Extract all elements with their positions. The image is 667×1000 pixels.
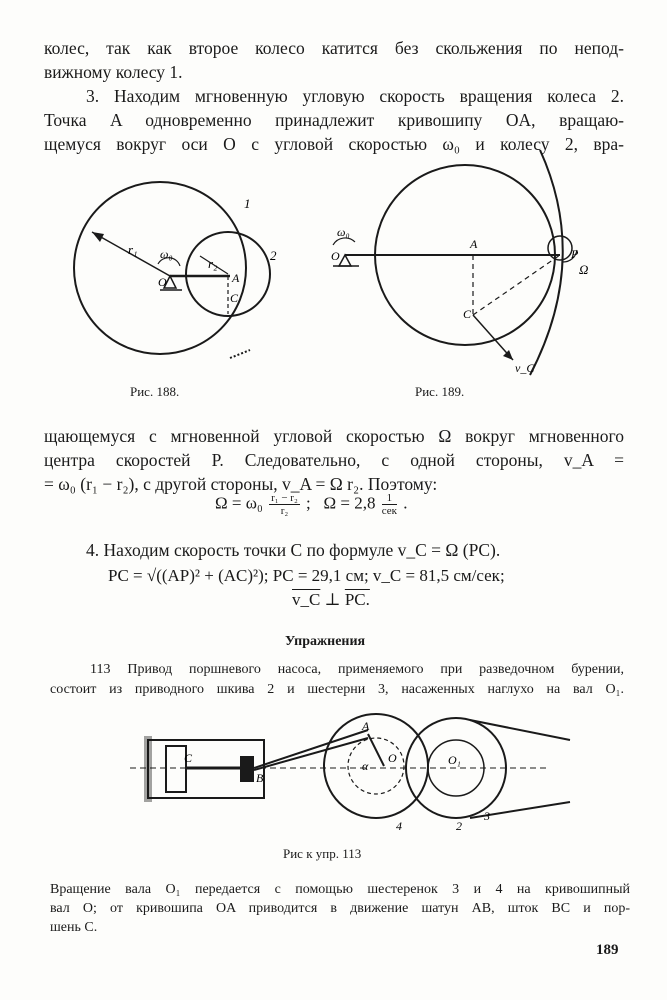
exercises-heading: Упражнения — [285, 634, 366, 649]
label-C: C — [463, 307, 472, 321]
text-line: состоит из приводного шкива 2 и шестерни 3, насаженных наглухо на вал O₁. — [50, 682, 624, 697]
text-line: колес, так как второе колесо катится без скольжения по непод- — [44, 38, 624, 58]
text-line: вал O; от кривошипа OA приводится в движение шатун AB, шток BC и пор- — [50, 901, 630, 916]
label-A: A — [362, 719, 370, 733]
label-r1: r₁ — [128, 242, 138, 257]
formula-pc: PC = √((AP)² + (AC)²); PC = 29,1 см; v_C = 81,5 см/сек; — [108, 566, 505, 585]
formula-perp: v_C ⊥ PC. — [292, 590, 370, 609]
label-O: O — [388, 751, 397, 765]
label-C: C — [230, 291, 239, 305]
label-alpha: α — [362, 759, 369, 773]
label-P: P — [571, 247, 579, 261]
text-line: шень C. — [50, 920, 98, 935]
label-B: B — [256, 771, 264, 785]
text-line: центра скоростей P. Следовательно, с одной стороны, v_A = — [44, 450, 624, 470]
label-O: O — [158, 275, 167, 289]
caption-113: Рис к упр. 113 — [283, 846, 362, 861]
label-2: 2 — [456, 819, 462, 833]
text-line: 4. Находим скорость точки C по формуле v_C = Ω (PC). — [86, 540, 501, 560]
label-vC: v_C — [515, 361, 535, 375]
caption-189: Рис. 189. — [415, 384, 465, 399]
label-3: 3 — [484, 809, 490, 823]
formula-omega: Ω = ω₀ $\frac{\text{r₁ − r₂}}{\text{r₂}}$ ; Ω = 2,8 $\frac{1}{\text{сек}}$ . — [215, 492, 408, 517]
text-line: Точка A одновременно принадлежит кривошипу OA, вращаю- — [44, 110, 624, 130]
label-r2: r₂ — [208, 256, 218, 271]
figure-189 — [325, 150, 615, 380]
text-line: 3. Находим мгновенную угловую скорость вращения колеса 2. — [86, 86, 624, 106]
label-w0: ω₀ — [160, 247, 173, 261]
label-C: C — [184, 751, 193, 765]
figure-113 — [130, 710, 580, 840]
label-A: A — [470, 237, 478, 251]
label-4: 4 — [396, 819, 402, 833]
label-O: O — [331, 249, 340, 263]
text-line: 113 Привод поршневого насоса, применяемого при разведочном бурении, — [90, 662, 624, 677]
text-line: = ω₀ (r₁ − r₂), с другой стороны, v_A = Ω r₂. Поэтому: — [44, 474, 438, 494]
label-O1: O₁ — [448, 753, 461, 767]
text-line: щающемуся с мгновенной угловой скоростью Ω вокруг мгновенного — [44, 426, 624, 446]
label-Omega: Ω — [579, 262, 589, 277]
label-1: 1 — [244, 196, 251, 211]
label-A: A — [232, 271, 240, 285]
page-number: 189 — [596, 942, 619, 958]
label-w0: ω₀ — [337, 225, 350, 239]
label-2: 2 — [270, 248, 277, 263]
caption-188: Рис. 188. — [130, 384, 180, 399]
text-line: Вращение вала O₁ передается с помощью шестеренок 3 и 4 на кривошипный — [50, 882, 630, 897]
text-line: вижному колесу 1. — [44, 62, 183, 82]
figure-188 — [60, 180, 300, 370]
text-line: щемуся вокруг оси O с угловой скоростью ω₀ и колесу 2, вра- — [44, 134, 624, 154]
